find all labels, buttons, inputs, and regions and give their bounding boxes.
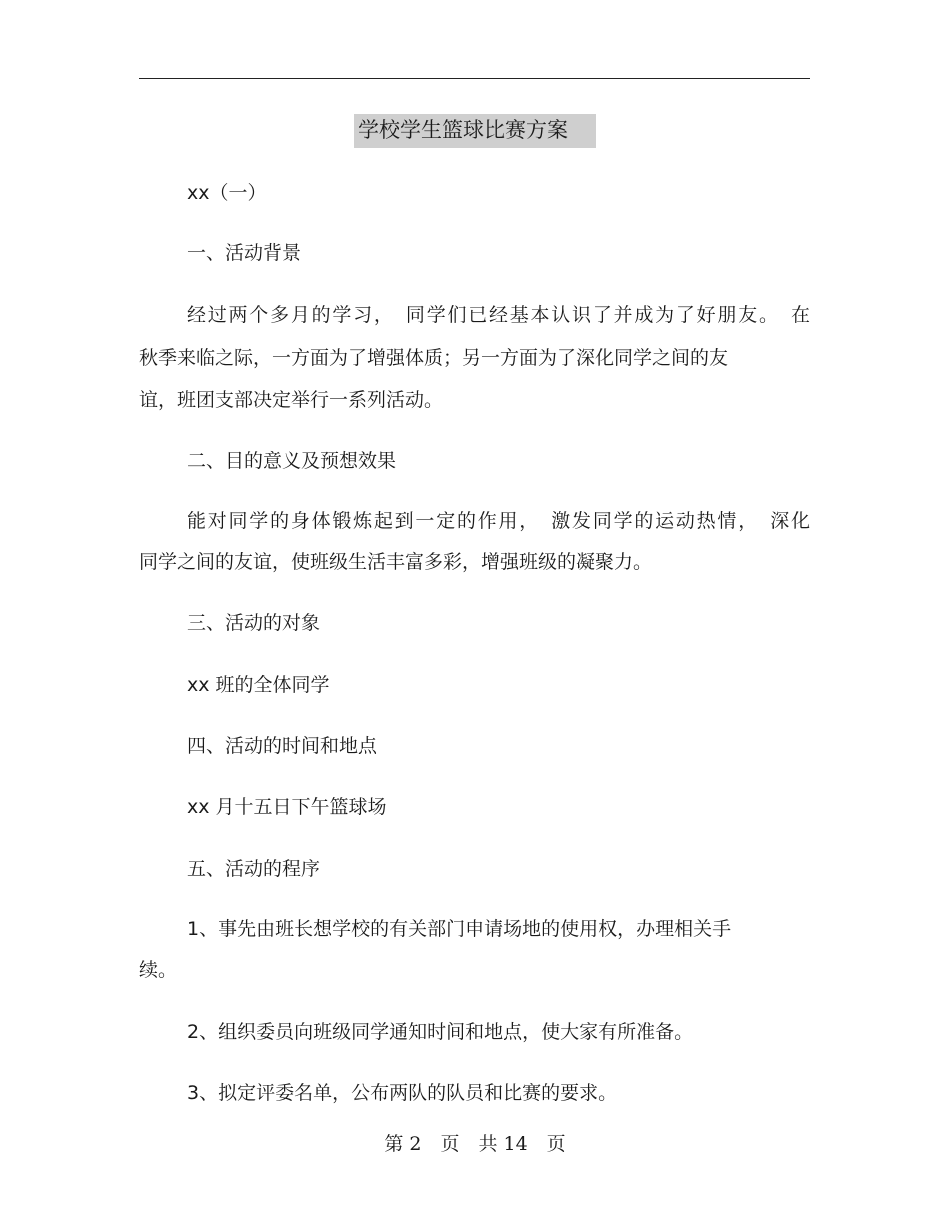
section-heading: 三、活动的对象 bbox=[187, 612, 321, 634]
paragraph-line: 秋季来临之际，一方面为了增强体质；另一方面为了深化同学之间的友 bbox=[139, 347, 729, 369]
page-number-footer: 第 2 页 共 14 页 bbox=[384, 1133, 566, 1155]
header-rule bbox=[139, 78, 810, 79]
paragraph-line: 续。 bbox=[139, 959, 178, 981]
section-heading: 四、活动的时间和地点 bbox=[187, 735, 378, 757]
paragraph-line: 同学之间的友谊，使班级生活丰富多彩，增强班级的凝聚力。 bbox=[139, 551, 653, 573]
paragraph-line: xx 月十五日下午篮球场 bbox=[187, 796, 387, 818]
paragraph-line: 能对同学的身体锻炼起到一定的作用， 激发同学的运动热情， 深化 bbox=[187, 510, 810, 532]
title-container bbox=[0, 114, 950, 148]
paragraph-line: 谊，班团支部决定举行一系列活动。 bbox=[139, 389, 444, 411]
list-item: 1、事先由班长想学校的有关部门申请场地的使用权，办理相关手 bbox=[187, 918, 732, 940]
section-heading: 一、活动背景 bbox=[187, 242, 302, 264]
list-item: 2、组织委员向班级同学通知时间和地点，使大家有所准备。 bbox=[187, 1021, 694, 1043]
paragraph-line: xx（一） bbox=[187, 182, 267, 204]
section-heading: 五、活动的程序 bbox=[187, 858, 321, 880]
section-heading: 二、目的意义及预想效果 bbox=[187, 450, 397, 472]
document-title: 学校学生篮球比赛方案 bbox=[354, 114, 596, 148]
paragraph-line: xx 班的全体同学 bbox=[187, 674, 330, 696]
paragraph-line: 经过两个多月的学习， 同学们已经基本认识了并成为了好朋友。 在 bbox=[187, 304, 810, 326]
list-item: 3、拟定评委名单，公布两队的队员和比赛的要求。 bbox=[187, 1082, 618, 1104]
